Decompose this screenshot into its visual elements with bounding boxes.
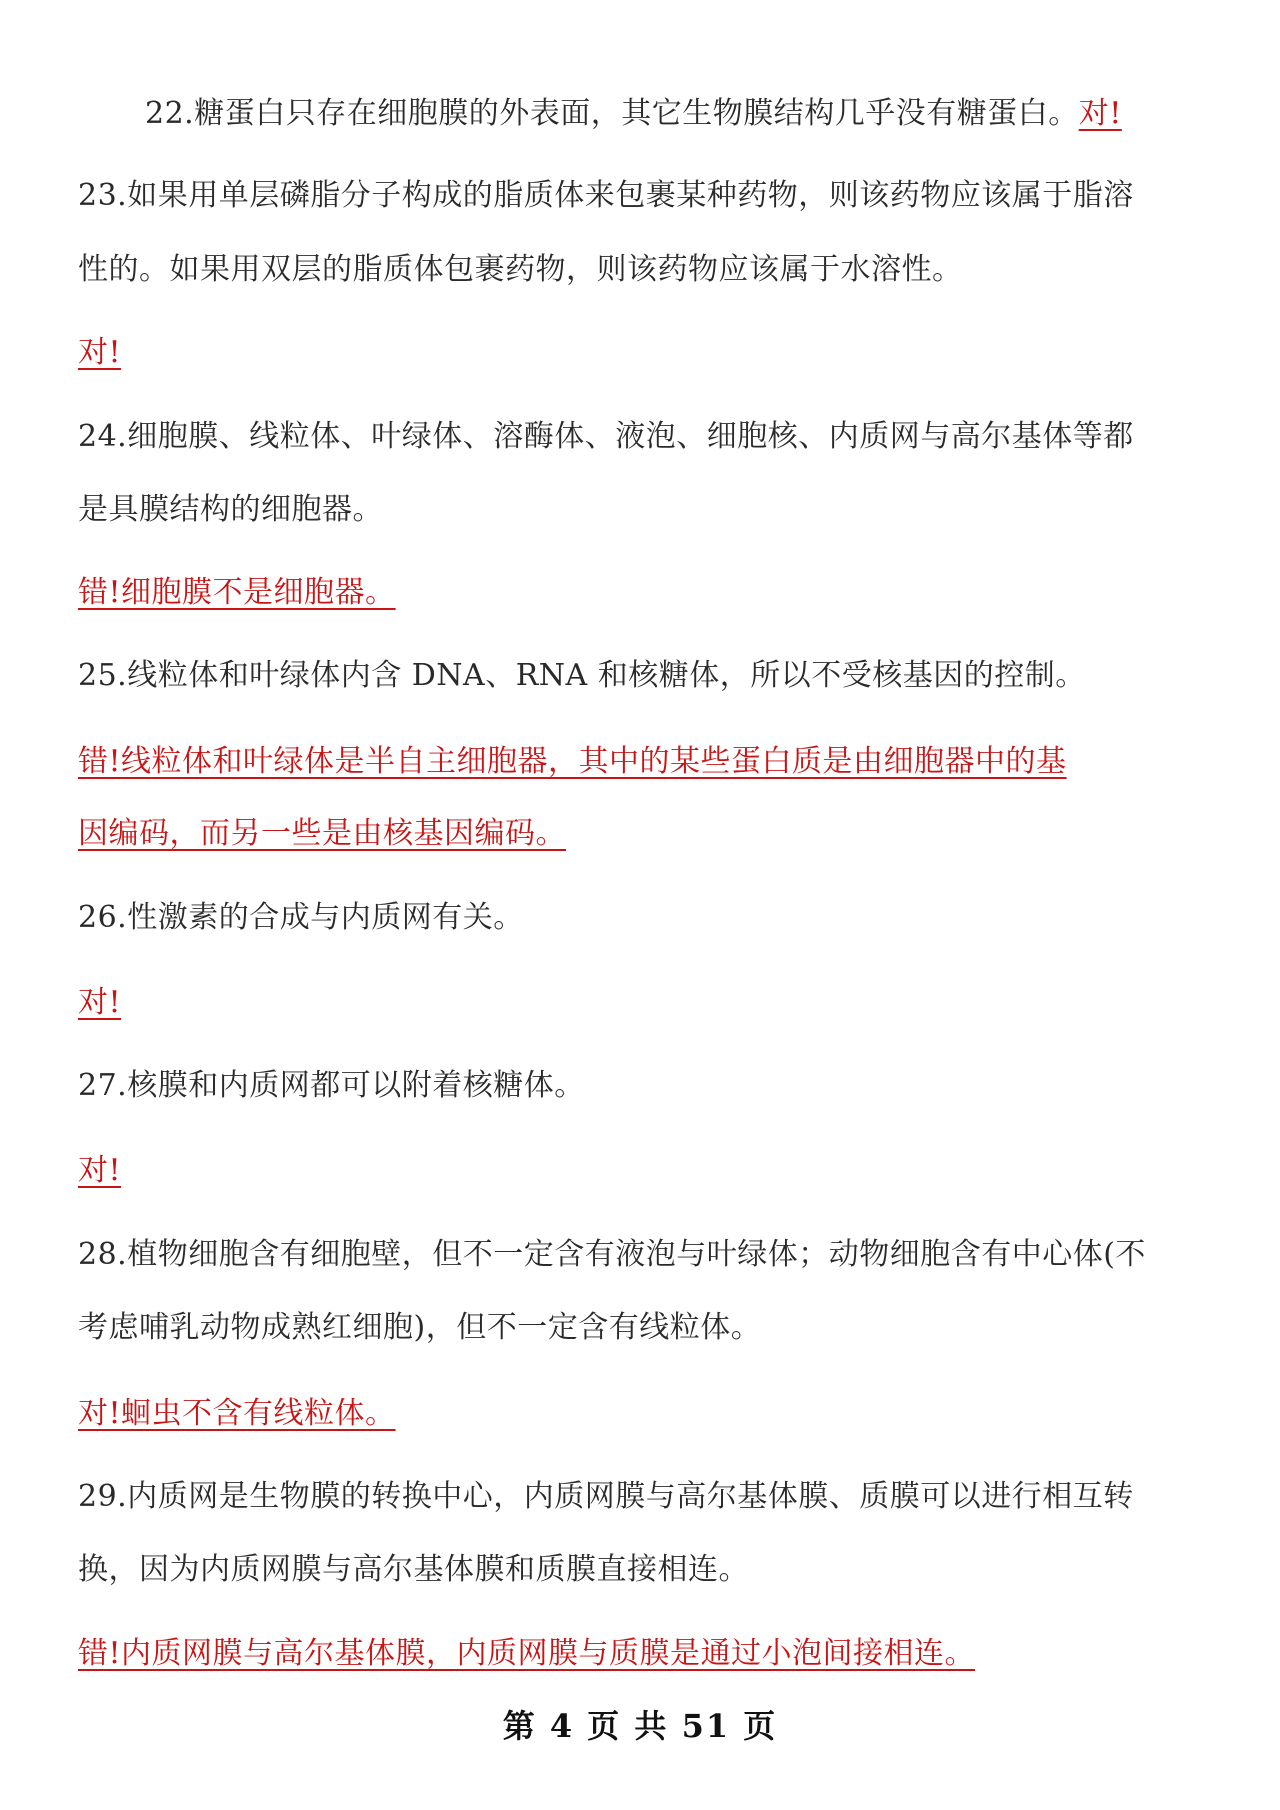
question-22-text: 22.糖蛋白只存在细胞膜的外表面，其它生物膜结构几乎没有糖蛋白。: [145, 96, 1079, 131]
question-28-line-2: 考虑哺乳动物成熟红细胞)，但不一定含有线粒体。: [78, 1310, 762, 1345]
question-24-answer: 错!细胞膜不是细胞器。: [78, 575, 396, 610]
question-26-line-1: 26.性激素的合成与内质网有关。: [78, 900, 524, 935]
question-28-answer-line: [78, 1394, 396, 1434]
question-25-answer-line-2: [78, 814, 566, 854]
question-23-answer: 对!: [78, 335, 122, 370]
question-29-answer-line: [78, 1634, 975, 1674]
question-25-answer-line-1: [78, 742, 1067, 782]
page-number-footer: 第 4 页 共 51 页: [502, 1707, 778, 1745]
question-25-answer-2: 因编码，而另一些是由核基因编码。: [78, 816, 566, 851]
question-24-line-2: 是具膜结构的细胞器。: [78, 492, 383, 527]
question-25-line-1: 25.线粒体和叶绿体内含 DNA、RNA 和核糖体，所以不受核基因的控制。: [78, 658, 1086, 693]
question-29-line-2: 换，因为内质网膜与高尔基体膜和质膜直接相连。: [78, 1552, 749, 1587]
question-24-line-1: 24.细胞膜、线粒体、叶绿体、溶酶体、液泡、细胞核、内质网与高尔基体等都: [78, 419, 1134, 454]
question-28-line-1: 28.植物细胞含有细胞壁，但不一定含有液泡与叶绿体；动物细胞含有中心体(不: [78, 1237, 1146, 1272]
question-29-answer: 错!内质网膜与高尔基体膜，内质网膜与质膜是通过小泡间接相连。: [78, 1636, 976, 1671]
question-27-answer: 对!: [78, 1153, 122, 1188]
question-23-line-1: 23.如果用单层磷脂分子构成的脂质体来包裹某种药物，则该药物应该属于脂溶: [78, 178, 1134, 213]
question-27-line-1: 27.核膜和内质网都可以附着核糖体。: [78, 1068, 585, 1103]
question-25-answer-1: 错!线粒体和叶绿体是半自主细胞器，其中的某些蛋白质是由细胞器中的基: [78, 744, 1067, 779]
question-23-answer-line: [78, 333, 121, 373]
question-26-answer-line: [78, 983, 121, 1023]
question-28-answer: 对!蛔虫不含有线粒体。: [78, 1396, 396, 1431]
question-22: [145, 94, 1122, 134]
question-23-line-2: 性的。如果用双层的脂质体包裹药物，则该药物应该属于水溶性。: [78, 252, 963, 287]
question-24-answer-line: [78, 573, 396, 613]
question-22-answer: 对!: [1078, 96, 1122, 131]
question-29-line-1: 29.内质网是生物膜的转换中心，内质网膜与高尔基体膜、质膜可以进行相互转: [78, 1479, 1134, 1514]
question-26-answer: 对!: [78, 985, 122, 1020]
question-27-answer-line: [78, 1151, 121, 1191]
